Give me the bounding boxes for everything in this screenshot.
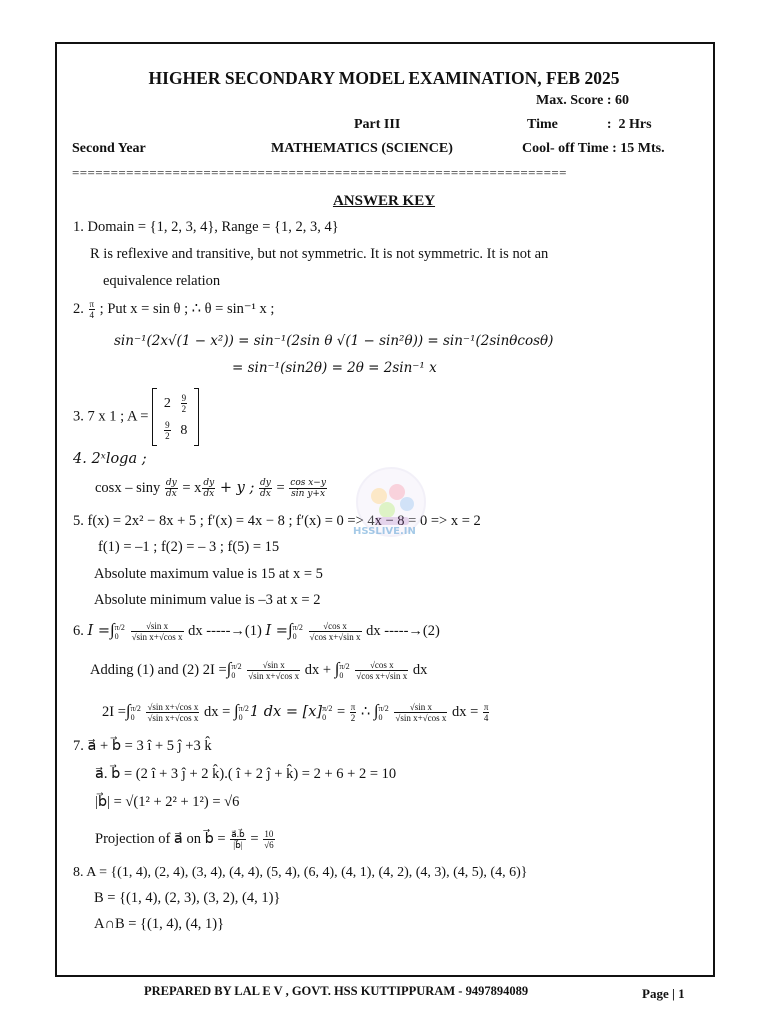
time-label: Time : 2 Hrs — [527, 117, 652, 132]
answer-6-line-3: 2I =∫π/2 0 $\frac{\text{√sin x+√cos x}}{\text{√sin x+√cos x}}$ dx = ∫π/2 0 1 dx = [x]π/2 0 = $\frac{\pi}{2}$ ∴ ∫π/2 0 $\frac{\text{√sin x}}{\text{√sin x+√cos x}}$ dx = $\frac{\pi}{4}$ — [102, 701, 489, 724]
answer-7-line-1: 7. a⃗ + b⃗ = 3 î + 5 ĵ +3 k̂ — [73, 738, 212, 754]
derivative-fraction: $\frac{\text{cos x−y}}{\text{sin y+x}}$ — [290, 478, 326, 499]
answer-7-line-2: a⃗. b⃗ = (2 î + 3 ĵ + 2 k̂).( î + 2 ĵ + k̂) = 2 + 6 + 2 = 10 — [95, 766, 397, 782]
answer-5-line-4: Absolute minimum value is –3 at x = 2 — [94, 592, 321, 608]
matrix-cell: 2 — [163, 395, 171, 411]
answer-8-line-2: B = {(1, 4), (2, 3), (3, 2), (4, 1)} — [94, 890, 281, 906]
answer-8-line-3: A∩B = {(1, 4), (4, 1)} — [94, 916, 225, 932]
matrix-cell: $\frac{9}{2}$ — [181, 393, 187, 414]
answer-5-line-2: f(1) = –1 ; f(2) = – 3 ; f(5) = 15 — [98, 539, 280, 555]
answer-6-line-2: Adding (1) and (2) 2I =∫π/2 0 $\frac{\text{√sin x}}{\text{√sin x+√cos x}}$ dx + ∫π/2 0 $\frac{\text{√cos x}}{\text{√cos x+√sin x}}$ dx — [90, 659, 428, 682]
matrix-cell: $\frac{9}{2}$ — [165, 420, 170, 441]
answer-8-line-1: 8. A = {(1, 4), (2, 4), (3, 4), (4, 4), (5, 4), (6, 4), (4, 1), (4, 2), (4, 3), (4, 5), (4, 6)} — [73, 865, 528, 880]
answer-2-line-2: sin⁻¹(2x√(1 − x²)) = sin⁻¹(2sin θ √(1 − sin²θ)) = sin⁻¹(2sinθcosθ) — [114, 333, 554, 349]
answer-2-line-3: = sin⁻¹(sin2θ) = 2θ = 2sin⁻¹ x — [232, 360, 437, 376]
page-number: Page | 1 — [642, 986, 685, 1001]
matrix-cell: 8 — [180, 422, 188, 438]
matrix-a — [152, 388, 199, 446]
answer-2-number: 2. — [73, 300, 84, 317]
answer-key-heading: ANSWER KEY — [332, 193, 436, 209]
exam-title: HIGHER SECONDARY MODEL EXAMINATION, FEB 2025 — [148, 68, 620, 88]
separator-line: ================================================================ — [72, 165, 567, 180]
answer-1-line-1: 1. Domain = {1, 2, 3, 4}, Range = {1, 2, 3, 4} — [73, 219, 339, 235]
prepared-by-footer: PREPARED BY LAL E V , GOVT. HSS KUTTIPPURAM - 9497894089 — [144, 984, 529, 998]
year-label: Second Year — [72, 141, 146, 156]
hsslive-watermark-logo: HSSLIVE.IN — [345, 462, 437, 562]
answer-5-line-1: 5. f(x) = 2x² − 8x + 5 ; f′(x) = 4x − 8 ; f′(x) = 0 => 4x − 8 = 0 => x = 2 — [73, 513, 481, 529]
answer-2-line-1 — [73, 299, 274, 320]
answer-5-line-3: Absolute maximum value is 15 at x = 5 — [94, 566, 323, 582]
subject-label: MATHEMATICS (SCIENCE) — [271, 141, 453, 156]
answer-2-substitution: ; Put x = sin θ ; ∴ θ = sin⁻¹ x ; — [96, 300, 275, 317]
part-label: Part III — [354, 117, 401, 132]
answer-1-line-3: equivalence relation — [103, 273, 221, 289]
answer-7-line-4: Projection of a⃗ on b⃗ = $\frac{a⃗.b⃗}{|b⃗|}$ = $\frac{10}{√6}$ — [95, 829, 274, 850]
answer-4-line-1: 4. 2ˣloga ; — [73, 451, 147, 467]
answer-7-line-3: |b⃗| = √(1² + 2² + 1²) = √6 — [95, 794, 240, 810]
answer-3 — [73, 388, 199, 446]
cool-off-label: Cool- off Time : 15 Mts. — [522, 141, 665, 156]
answer-4-line-2: cosx – siny $\frac{dy}{dx}$ = x $\frac{dy}{dx}$ + y ; $\frac{dy}{dx}$ = $\frac{\text{cos x−y}}{\text{sin y+x}}$ — [95, 478, 326, 499]
answer-1-line-2: R is reflexive and transitive, but not symmetric. It is not symmetric. It is not an — [90, 246, 549, 262]
answer-3-text: 3. 7 x 1 ; A = — [73, 408, 149, 425]
pi-over-4-fraction: $\frac{\pi}{4}$ — [89, 299, 95, 320]
answer-6-line-1: 6. I =∫π/2 0 $\frac{\text{√sin x}}{\text{√sin x+√cos x}}$ dx -----→(1) I =∫π/2 0 $\frac{\text{√cos x}}{\text{√cos x+√sin x}}$ dx -----→(2) — [73, 620, 440, 643]
max-score: Max. Score : 60 — [536, 93, 630, 108]
